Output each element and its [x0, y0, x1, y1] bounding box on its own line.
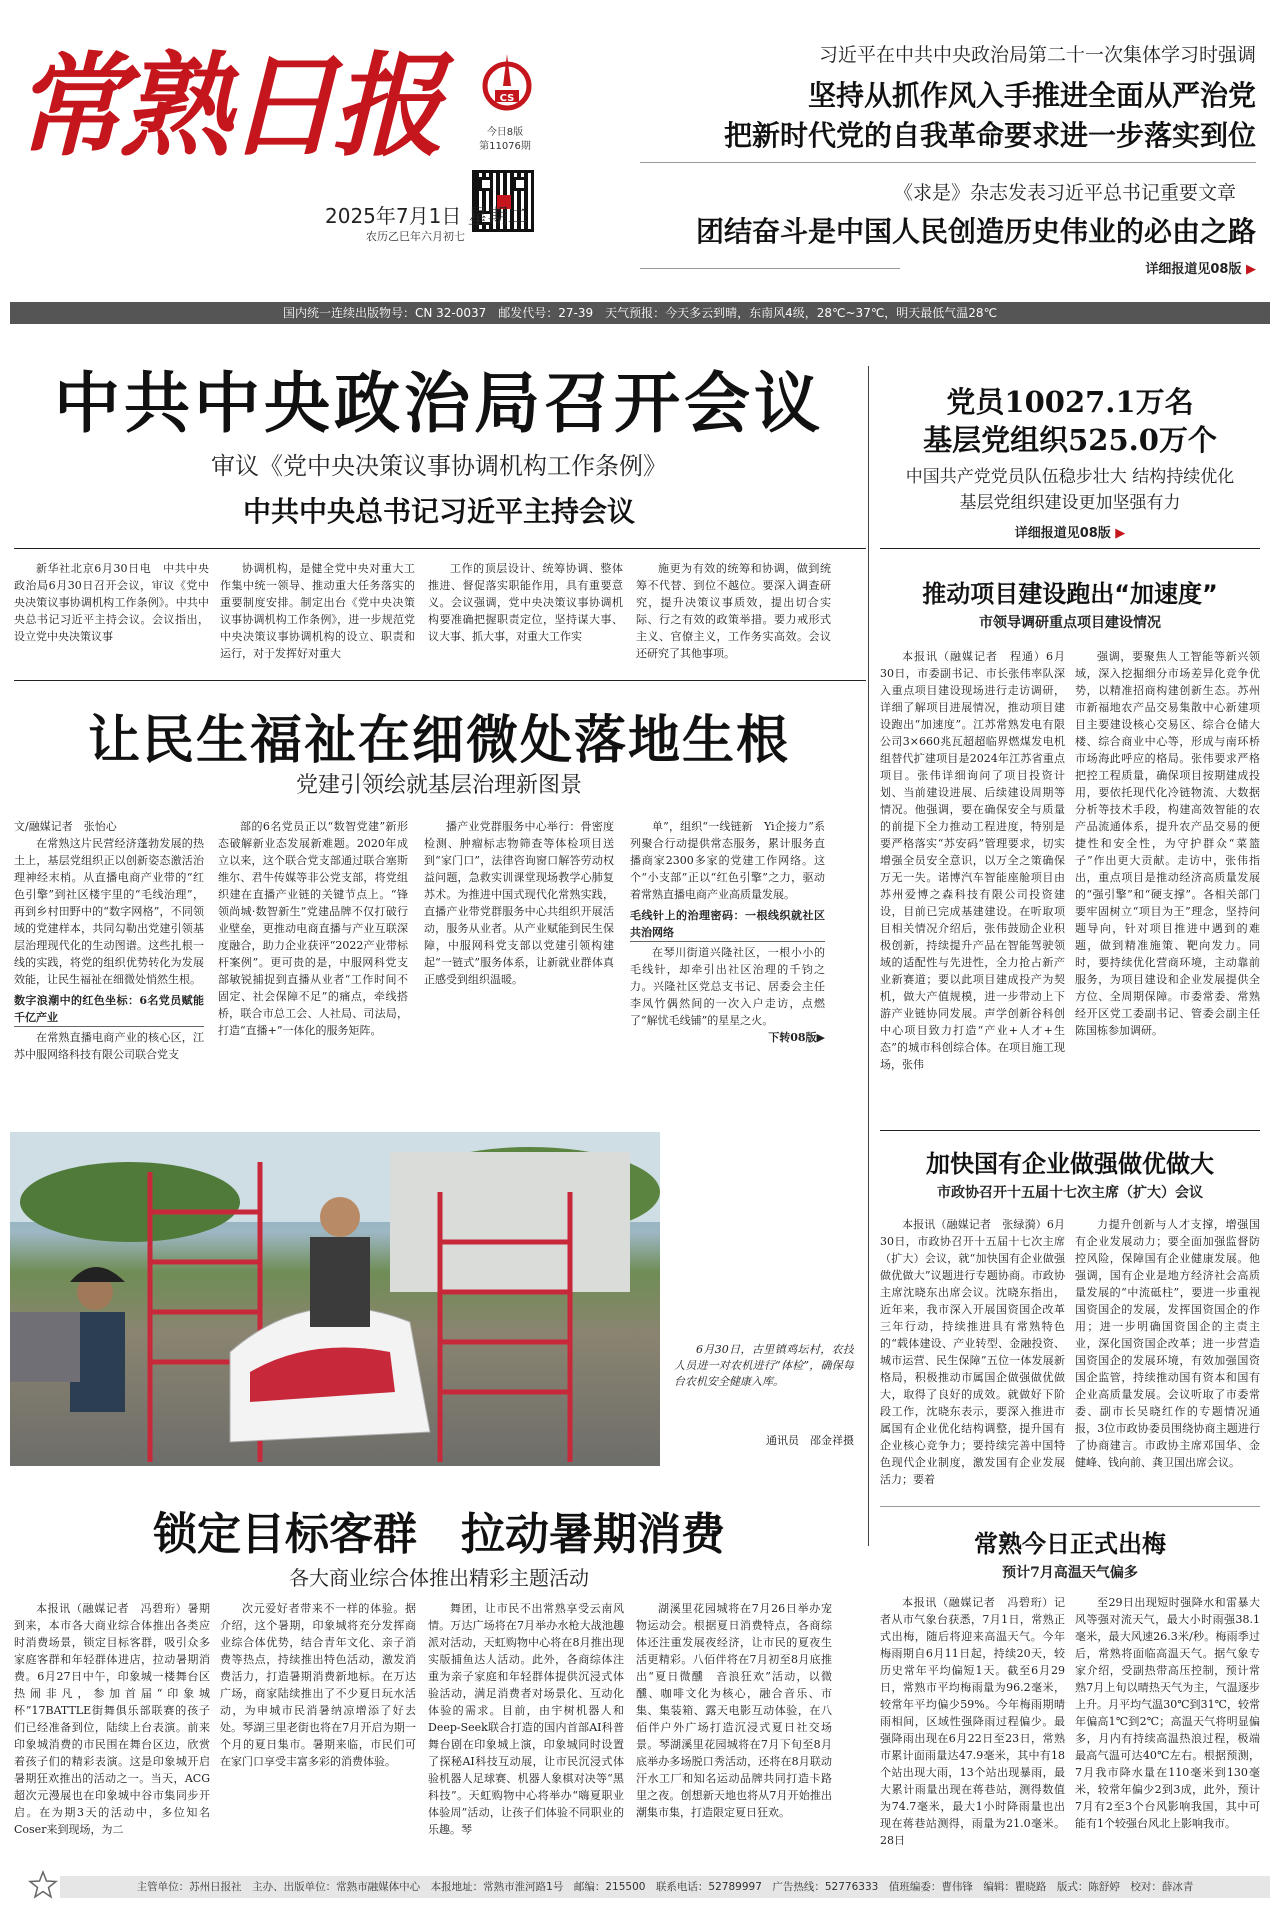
newspaper-title: 常熟日报	[14, 41, 438, 172]
masthead-logo	[14, 12, 484, 202]
photo-caption-box	[664, 1132, 864, 1466]
issue-number: 第11076期	[479, 141, 531, 152]
svg-text:CS: CS	[499, 93, 515, 104]
arrow-right-icon: ▶	[1241, 262, 1256, 277]
party-stats-headline-1[interactable]: 党员10027.1万名	[946, 385, 1194, 419]
top-news-headline-2[interactable]: 团结奋斗是中国人民创造历史伟业的必由之路	[695, 215, 1256, 248]
lunar-date: 农历乙巳年六月初七	[366, 230, 465, 243]
story2-byline: 文/融媒记者 张怡心	[14, 820, 117, 833]
project-col-1: 本报讯（融媒记者 程通）6月30日，市委副书记、市长张伟率队深入重点项目建设现场进行走访调研，详细了解项目进展情况，推动项目建设跑出“加速度”。江苏常熟发电有限公司3×660兆瓦超超临界燃煤发电机组替代扩建项目是2024年江苏省重点项目。张伟详细询问了项目投资计划、当前建设进展、后续建设周期等情况。他强调，要在确保安全与质量的前提下全力推动工程进度，特别是要严格落实“苏安码”管理要求，切实增强全员安全意识，以万全之策确保万无一失。诺博汽车智能座舱项目由苏州爱博之森科技有限公司投资建设，目前已完成基建建设。在听取项目相关情况介绍后，张伟鼓励企业积极创新，持续提升产品在智能驾驶领域的适配性与先进性，全力抢占新产业新赛道；要以此项目建成投产为契机，做大产值规模，进一步带动上下游产业链协同发展。声学创新谷科创中心项目致力打造“产业+人才+生态”的城市科创综合体。在项目施工现场，张伟	[880, 650, 1065, 1071]
soe-col-1: 本报讯（融媒记者 张绿漪）6月30日，市政协召开十五届十七次主席（扩大）会议，就“加快国有企业做强做优做大”议题进行专题协商。市政协主席沈晓东出席会议。沈晓东指出，近年来，我市深入开展国资国企改革三年行动，持续推进具有常熟特色的“载体建设、产业转型、金融投资、城市运营、民生保障”五位一体发展新格局，积极推动市属国企做强做优做大，取得了良好的成效。就做好下阶段工作，沈晓东表示，要深入推进市属国有企业优化结构调整，提升国有企业核心竞争力；要持续完善中国特色现代企业制度，激发国有企业发展活力；要着	[880, 1218, 1065, 1486]
top-news-headline-1b[interactable]: 把新时代党的自我革命要求进一步落实到位	[723, 119, 1256, 152]
weather-headline[interactable]: 常熟今日正式出梅	[974, 1530, 1166, 1558]
party-stats-deck-2: 基层党组织建设更加坚强有力	[959, 493, 1181, 513]
top-news-headline-1a[interactable]: 坚持从抓作风入手推进全面从严治党	[807, 79, 1256, 112]
story2-jump-link[interactable]: 下转08版▶	[768, 1031, 825, 1044]
story2-col-4: 单”，组织“一线链新 Yi企接力”系列聚合行动提供常态服务，累计服务直播商家2300多家的党建工作网络。这个“小支部”正以“红色引擎”之力，驱动着常熟直播电商产业高质量发展。 毛线针上的治理密码：一根线织就社区共治网络 在琴川街道兴隆社区，一根小小的毛线针，却牵引出社区治理的千钧之力。兴隆社区党总支书记、居委会主任李凤竹偶然间的一次入户走访，点燃了“解忧毛线铺”的星星之火。 下转08版▶	[630, 820, 825, 1044]
arrow-right-icon: ▶	[1110, 526, 1126, 541]
footer-star-icon	[28, 1870, 58, 1900]
info-bar-text: 国内统一连续出版物号：CN 32-0037 邮发代号：27-39 天气预报：今天多云到晴，东南风4级，28℃~37℃，明天最低气温28℃	[282, 306, 998, 320]
lead-col-3: 工作的顶层设计、统筹协调、整体推进、督促落实职能作用，具有重要意义。会议强调，党中央决策议事协调机构要准确把握职责定位，坚持谋大事、议大事、抓大事，对重大工作实	[428, 562, 623, 643]
weather-deck: 预计7月高温天气偏多	[1002, 1565, 1138, 1581]
story3-deck: 各大商业综合体推出精彩主题活动	[289, 1566, 589, 1590]
lead-deck-1: 审议《党中央决策议事协调机构工作条例》	[211, 452, 667, 480]
top-news-kicker-1: 习近平在中共中央政治局第二十一次集体学习时强调	[818, 44, 1256, 66]
lead-headline[interactable]: 中共中央政治局召开会议	[54, 364, 824, 442]
weather-col-2: 至29日出现短时强降水和雷暴大风等强对流天气，最大小时雨强38.1毫米，最大风速26.3米/秒。梅雨季过后，常熟将面临高温天气。据气象专家介绍，受副热带高压控制，预计常熟7月上旬以晴热天气为主，气温逐步上升。月平均气温30℃到31℃，较常年偏高1℃到2℃；高温天气将明显偏多，月内有持续高温热浪过程，极端最高气温可达40℃左右。根据预测，7月我市降水量在110毫米到130毫米，较常年偏少2到3成，此外，预计7月有2至3个台风影响我国，其中可能有1个较强台风北上影响我市。	[1075, 1596, 1260, 1830]
story2-col-1: 文/融媒记者 张怡心 在常熟这片民营经济蓬勃发展的热土上，基层党组织正以创新姿态激活治理神经末梢。从直播电商产业带的“红色引擎”到社区楼宇里的“毛线治理”，再到乡村田野中的“数字网格”，不同领域的党建样本，共同勾勒出党建引领基层治理现代化的生动图谱。这些扎根一线的实践，将党的组织优势转化为发展效能，让民生福祉在细微处悄然生根。 数字浪潮中的红色坐标：6名党员赋能千亿产业 在常熟直播电商产业的核心区，江苏中服网络科技有限公司联合党支	[14, 820, 204, 1061]
footer-credits: 主管单位：苏州日报社 主办、出版单位：常熟市融媒体中心 本报地址：常熟市淮河路1号 邮编：215500 联系电话：52789997 广告热线：52776333 值班编委：曹伟锋 编辑：瞿晓路 版式：陈舒婷 校对：薛冰青	[136, 1881, 1194, 1893]
story3-col-2: 次元爱好者带来不一样的体验。据介绍，这个暑期，印象城将充分发挥商业综合体优势，结合青年文化、亲子消费等热点，持续推出特色活动，激发消费活力，打造暑期消费新地标。在万达广场，商家陆续推出了不少夏日玩水活动，为申城市民消暑纳凉增添了好去处。琴湖三里老街也将在7月开启为期一个月的夏日集市。暑期来临，市民们可在家门口享受丰富多彩的消费体验。	[220, 1602, 416, 1768]
story2-col-2: 部的6名党员正以“数智党建”新形态破解新业态发展新难题。2020年成立以来，这个联合党支部通过联合塞斯维尔、君牛传媒等非公党支部，将党组织建在直播产业链的关键节点上。“锋领尚城·数智新生”党建品牌不仅打破行业壁垒，更推动电商直播与产业互联深度融合，助力企业获评“2022产业带标杆案例”。更可贵的是，中服网科党支部敏锐捕捉到直播从业者“工作时间不固定、社会保障不足”的痛点，牵线搭桥，联合市总工会、人社局、司法局，打造“直播+”一体化的服务矩阵。	[218, 820, 408, 1037]
news-photo	[10, 1132, 660, 1466]
footer-bar	[60, 1876, 1270, 1898]
photo-credit: 通讯员 邵金祥摄	[766, 1434, 854, 1447]
project-deck: 市领导调研重点项目建设情况	[979, 615, 1161, 631]
party-stats-deck-1: 中国共产党党员队伍稳步壮大 结构持续优化	[905, 467, 1235, 487]
soe-deck: 市政协召开十五届十七次主席（扩大）会议	[937, 1185, 1203, 1201]
top-news-more-link[interactable]: 详细报道见08版 ▶	[1145, 262, 1256, 277]
info-bar	[10, 302, 1270, 324]
story3-headline[interactable]: 锁定目标客群 拉动暑期消费	[153, 1509, 725, 1560]
lead-deck-2: 中共中央总书记习近平主持会议	[242, 495, 635, 528]
story3-col-1: 本报讯（融媒记者 冯碧珩）暑期到来，本市各大商业综合体推出各类应时消费场景，锁定目标客群，吸引众多家庭客群和年轻群体进店，拉动暑期消费。6月27日中午，印象城一楼舞台区热闹非凡，参加首届“印象城杯”17BATTLE街舞俱乐部联赛的孩子们已经准备到位，陆续上台表演。前来印象城消费的市民围在舞台区边，欣赏着孩子们的精彩表演。这是印象城开启暑期狂欢推出的活动之一。当天，ACG超次元漫展也在印象城中谷市集同步开启。在为期3天的活动中，多位知名Coser来到现场，为二	[14, 1602, 210, 1836]
project-headline[interactable]: 推动项目建设跑出“加速度”	[922, 580, 1218, 608]
lead-col-2: 协调机构，是健全党中央对重大工作集中统一领导、推动重大任务落实的重要制度安排。制定出台《党中央决策议事协调机构工作条例》，进一步规范党中央决策议事协调机构的设立、职责和运行，对于发挥好对重大	[220, 562, 415, 660]
story2-subhead-2: 毛线针上的治理密码：一根线织就社区共治网络	[630, 907, 825, 942]
lead-col-1: 新华社北京6月30日电 中共中央政治局6月30日召开会议，审议《党中央决策议事协调机构工作条例》。中共中央总书记习近平主持会议。会议指出，设立党中央决策议事	[14, 562, 209, 643]
lead-col-4: 施更为有效的统筹和协调，做到统筹不代替、到位不越位。要深入调查研究，提升决策议事质效，提出切合实际、行之有效的政策举措。要力戒形式主义、官僚主义，工作务实高效。会议还研究了其他事项。	[636, 562, 831, 660]
story2-deck: 党建引领绘就基层治理新图景	[295, 773, 582, 798]
story2-headline[interactable]: 让民生福祉在细微处落地生根	[87, 710, 790, 771]
project-col-2: 强调，要聚焦人工智能等新兴领域，深入挖掘细分市场差异化竞争优势，以精准招商构建创新生态。苏州市新福地农产品交易集散中心新建项目主要建设核心交易区、综合仓储大楼、综合商业中心等，形成与南环桥市场海此呼应的格局。张伟要求严格把控工程质量，确保项目按期建成投用，要依托现代化冷链物流、大数据分析等技术手段，构建高效智能的农产品流通体系，提升农产品交易的便捷性和安全性，为守护群众“菜篮子”作出更大贡献。走访中，张伟指出，重点项目是推动经济高质量发展的“强引擎”和“硬支撑”。各相关部门要牢固树立“项目为王”理念，坚持问题导向，针对项目推进中遇到的难题，做到精准施策、靶向发力。同时，要持续优化营商环境，主动靠前服务，为项目建设和企业发展提供全方位、全周期保障。市委常委、常熟经开区党工委副书记、管委会副主任陈国栋参加调研。	[1075, 650, 1260, 1037]
page-count: 今日8版	[486, 127, 524, 138]
story3-col-3: 舞团，让市民不出常熟享受云南风情。万达广场将在7月举办水枪大战池趣派对活动，天虹购物中心将在8月推出现实版捕鱼达人活动。此外，各商综体注重为亲子家庭和年轻群体提供沉浸式体验活动，满足消费者对场景化、互动化体验的需求。目前，由宇树机器人和Deep-Seek联合打造的国内首部AI科普舞台剧在印象城上演，印象城同时设置了探秘AI科技互动展，让市民沉浸式体验机器人足球赛、机器人象棋对决等“黑科技”。天虹购物中心将举办“嗨夏职业体验周”活动，让孩子们体验不同职业的乐趣。琴	[428, 1602, 624, 1836]
soe-headline[interactable]: 加快国有企业做强做优做大	[926, 1150, 1214, 1178]
station-logo-icon	[478, 50, 536, 112]
story2-col-3: 播产业党群服务中心举行：骨密度检测、肿瘤标志物筛查等体检项目送到“家门口”，法律咨询窗口解答劳动权益问题，急救实训课堂现场教学心肺复苏术。为推进中国式现代化常熟实践，直播产业带党群服务中心共组织开展活动，服务从业者。从产业赋能到民生保障，中服网科党支部以党建引领构建起“一链式”服务体系，让新就业群体真正感受到组织温暖。	[424, 820, 614, 986]
photo-caption: 6月30日，古里镇鸡坛村，农技人员进一对农机进行“体检”，确保每台农机安全健康入库。	[674, 1343, 854, 1388]
issue-date: 2025年7月1日 星期二	[325, 204, 528, 228]
party-stats-more-link[interactable]: 详细报道见08版 ▶	[1014, 526, 1126, 541]
story2-subhead-1: 数字浪潮中的红色坐标：6名党员赋能千亿产业	[14, 992, 204, 1027]
weather-col-1: 本报讯（融媒记者 冯碧珩）记者从市气象台获悉，7月1日，常熟正式出梅，随后将迎来高温天气。今年梅雨期自6月11日起，持续20天，较历史常年平均偏短1天。截至6月29日，常熟市平均梅雨量为96.2毫米，较常年平均偏少59%。今年梅雨期晴雨相间，区域性强降雨过程偏少。最强降雨出现在6月22日至23日，常熟市累计面雨量达47.9毫米，其中有18个站出现大雨，13个站出现暴雨，最大累计雨量出现在蒋巷站，测得数值为74.7毫米，最大1小时降雨量也出现在蒋巷站测得，雨量为21.0毫米。28日	[880, 1596, 1065, 1847]
top-news-kicker-2: 《求是》杂志发表习近平总书记重要文章	[893, 182, 1236, 204]
story3-col-4: 湖溪里花园城将在7月26日举办宠物运动会。根据夏日消费特点，各商综体还注重发展夜经济，让市民的夏夜生活更精彩。八佰伴将在7月初至8月底推出“夏日微醺 音浪狂欢”活动，以微醺、咖啡文化为核心，融合音乐、市集、集装箱、露天电影互动体验，在八佰伴户外广场打造沉浸式夏日社交场景。琴湖溪里花园城将在7月下旬至8月底举办多场脱口秀活动，还将在8月联动汗水工厂和知名运动品牌共同打造卡路里之夜。创想新天地也将从7月开始推出潮集市集，打造限定夏日狂欢。	[636, 1602, 832, 1819]
party-stats-headline-2[interactable]: 基层党组织525.0万个	[923, 423, 1217, 457]
soe-col-2: 力提升创新与人才支撑，增强国有企业发展动力；要全面加强监督防控风险，保障国有企业健康发展。他强调，国有企业是地方经济社会高质量发展的“中流砥柱”，要进一步重视国资国企的发展，发挥国资国企的作用；进一步明确国资国企的主责主业，深化国资国企改革；进一步营造国资国企的发展环境，有效加强国资国企监管，持续推动国有资本和国有企业高质量发展。会议听取了市委常委、副市长吴晓红作的专题情况通报，3位市政协委员围绕协商主题进行了协商建言。市政协主席邓国华、金健峰、钱向前、龚卫国出席会议。	[1075, 1218, 1260, 1469]
